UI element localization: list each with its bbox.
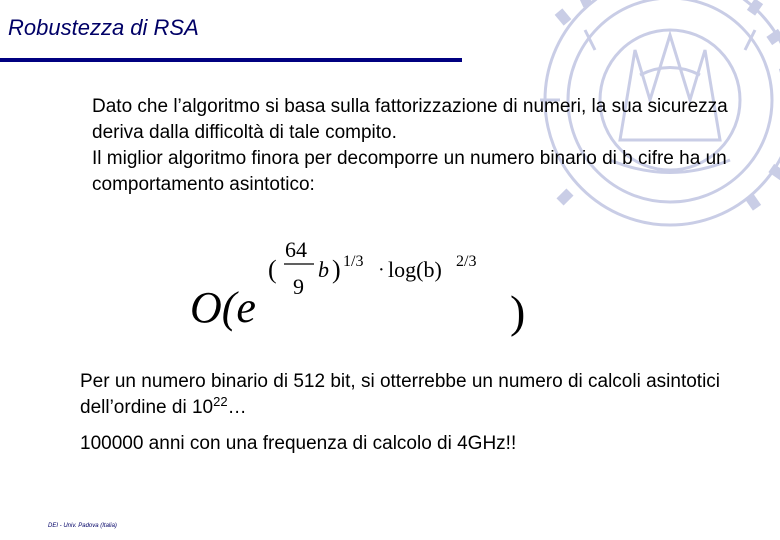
intro-paragraph-1: Dato che l’algoritmo si basa sulla fattorizzazione di numeri, la sua sicurezza deriva dalla difficoltà di tale compito. bbox=[92, 96, 728, 143]
result-paragraph-1 bbox=[80, 369, 770, 421]
formula-exponent-1: 1/3 bbox=[343, 253, 364, 270]
formula-close-paren: ) bbox=[332, 255, 341, 284]
intro-text bbox=[92, 94, 772, 198]
formula-numerator: 64 bbox=[285, 237, 307, 262]
intro-paragraph-2: Il miglior algoritmo finora per decomporre un numero binario di b cifre ha un comportamento asintotico: bbox=[92, 148, 727, 195]
formula-big-o: O(e bbox=[190, 283, 256, 332]
result-text bbox=[80, 369, 770, 457]
formula-log-term: log(b) bbox=[388, 257, 442, 282]
result-line-1-suffix: … bbox=[227, 397, 247, 418]
formula-variable-b: b bbox=[318, 257, 329, 282]
slide-title: Robustezza di RSA bbox=[8, 15, 199, 40]
result-exponent: 22 bbox=[213, 394, 228, 409]
formula-open-paren: ( bbox=[268, 255, 277, 284]
slide-footer: DEI - Univ. Padova (Italia) bbox=[48, 523, 117, 529]
result-paragraph-2: 100000 anni con una frequenza di calcolo di 4GHz!! bbox=[80, 433, 517, 454]
formula-denominator: 9 bbox=[293, 274, 304, 299]
formula-close-outer: ) bbox=[510, 286, 526, 337]
formula-exponent-2: 2/3 bbox=[456, 253, 477, 270]
title-underline bbox=[0, 58, 462, 62]
complexity-formula bbox=[190, 232, 550, 342]
formula-dot: · bbox=[378, 259, 385, 281]
result-line-1-prefix: Per un numero binario di 512 bit, si otterrebbe un numero di calcoli asintotici dell’ordine di 10 bbox=[80, 371, 721, 418]
